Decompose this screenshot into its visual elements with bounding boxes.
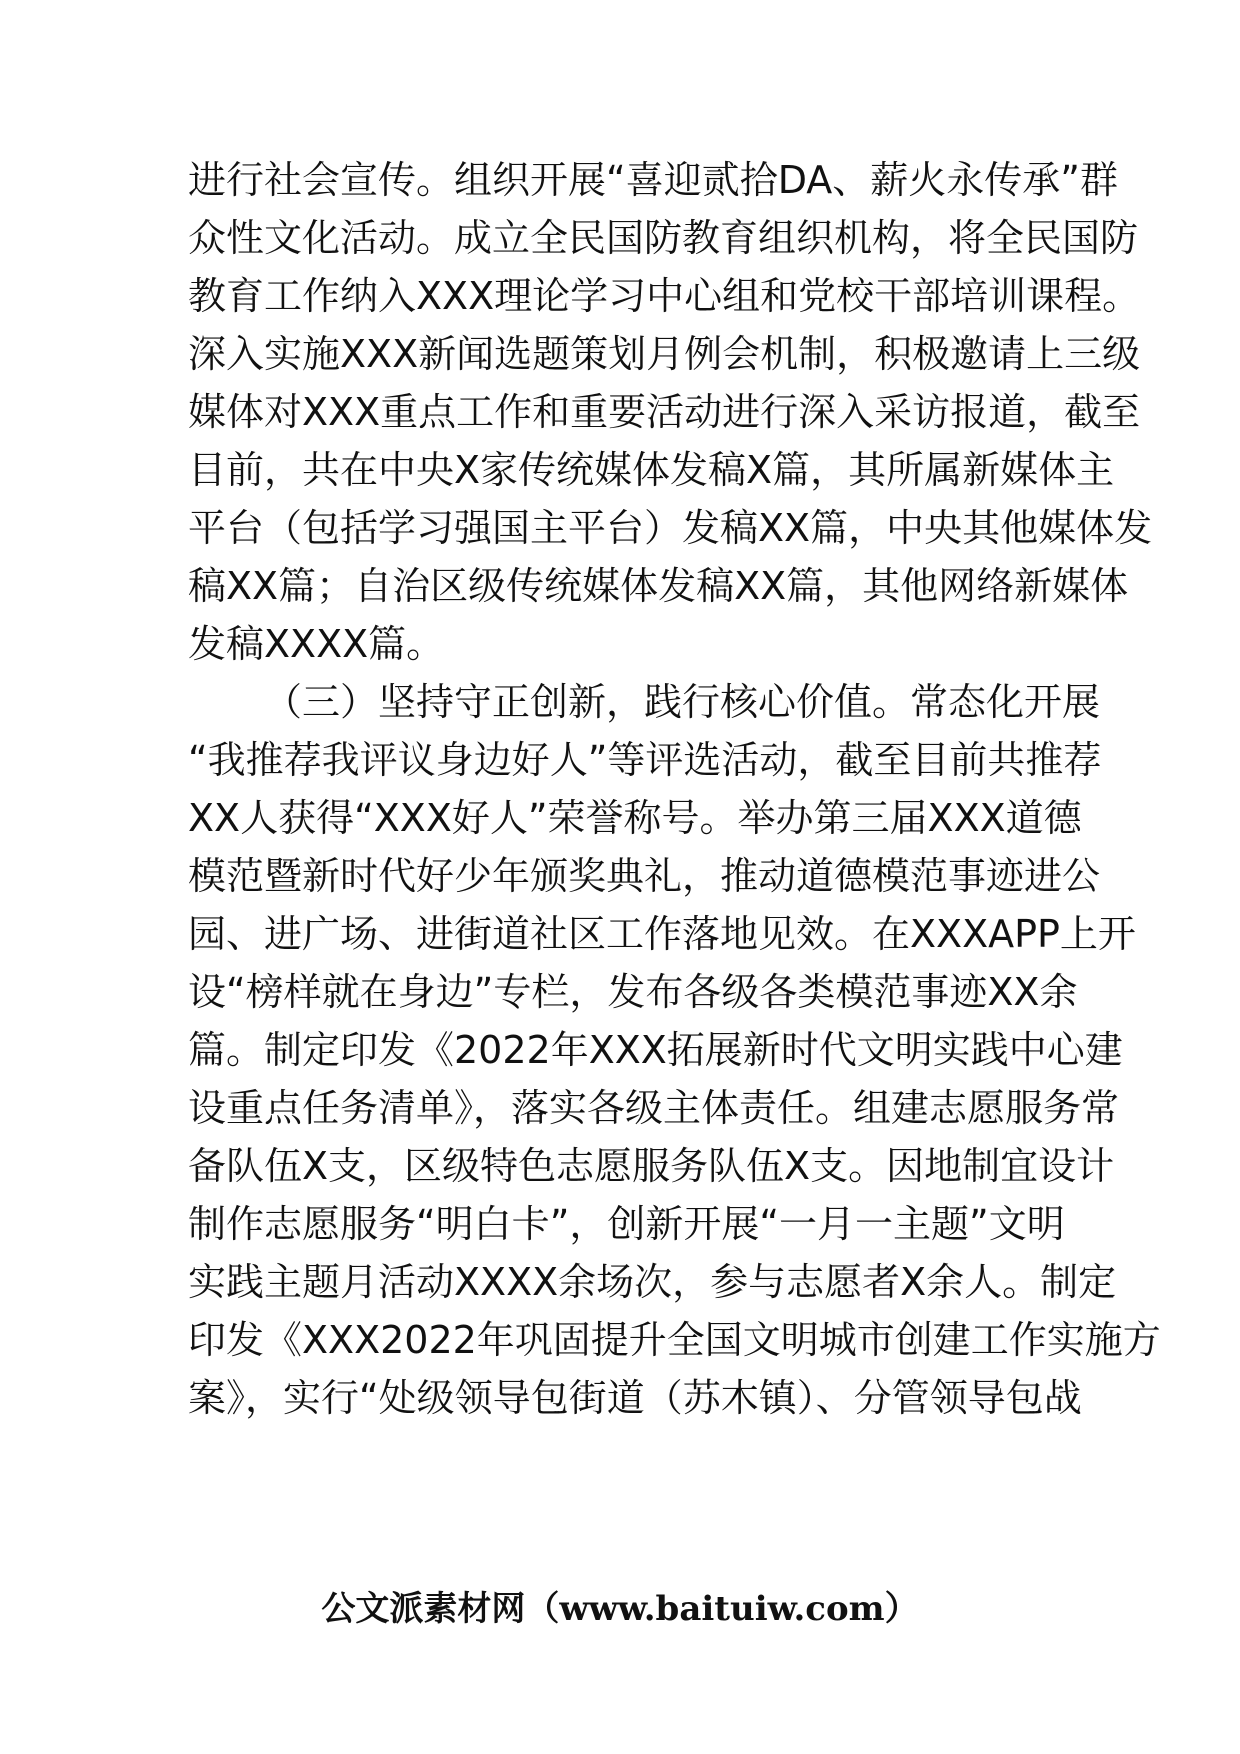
text-line: 稿XX篇；自治区级传统媒体发稿XX篇，其他网络新媒体 [188,564,1129,608]
text-line: 进行社会宣传。组织开展“喜迎贰拾DA、薪火永传承”群 [188,158,1118,202]
text-line: “我推荐我评议身边好人”等评选活动，截至目前共推荐 [188,738,1102,782]
text-line: 制作志愿服务“明白卡”，创新开展“一月一主题”文明 [188,1202,1065,1246]
text-line: XX人获得“XXX好人”荣誉称号。举办第三届XXX道德 [188,796,1082,840]
text-line: 众性文化活动。成立全民国防教育组织机构，将全民国防 [188,216,1139,260]
section-heading-line: （三）坚持守正创新，践行核心价值。常态化开展 [264,680,1101,724]
text-line: 篇。制定印发《2022年XXX拓展新时代文明实践中心建 [188,1028,1123,1072]
text-line: 深入实施XXX新闻选题策划月例会机制，积极邀请上三级 [188,332,1141,376]
text-line: 模范暨新时代好少年颁奖典礼，推动道德模范事迹进公 [188,854,1101,898]
text-line: 设“榜样就在身边”专栏，发布各级各类模范事迹XX余 [188,970,1078,1014]
text-line: 备队伍X支，区级特色志愿服务队伍X支。因地制宜设计 [188,1144,1115,1188]
text-line: 目前，共在中央X家传统媒体发稿X篇，其所属新媒体主 [188,448,1115,492]
text-line: 媒体对XXX重点工作和重要活动进行深入采访报道，截至 [188,390,1141,434]
text-line: 教育工作纳入XXX理论学习中心组和党校干部培训课程。 [188,274,1141,318]
text-line: 设重点任务清单》，落实各级主体责任。组建志愿服务常 [188,1086,1120,1130]
text-line: 印发《XXX2022年巩固提升全国文明城市创建工作实施方 [188,1318,1161,1362]
text-line: 发稿XXXX篇。 [188,622,445,666]
text-line: 案》，实行“处级领导包街道（苏木镇）、分管领导包战 [188,1376,1082,1420]
text-line: 平台（包括学习强国主平台）发稿XX篇，中央其他媒体发 [188,506,1153,550]
text-line: 实践主题月活动XXXX余场次，参与志愿者X余人。制定 [188,1260,1117,1304]
text-line: 园、进广场、进街道社区工作落地见效。在XXXAPP上开 [188,912,1136,956]
footer-watermark: 公文派素材网（www.baituiw.com） [321,1589,919,1629]
